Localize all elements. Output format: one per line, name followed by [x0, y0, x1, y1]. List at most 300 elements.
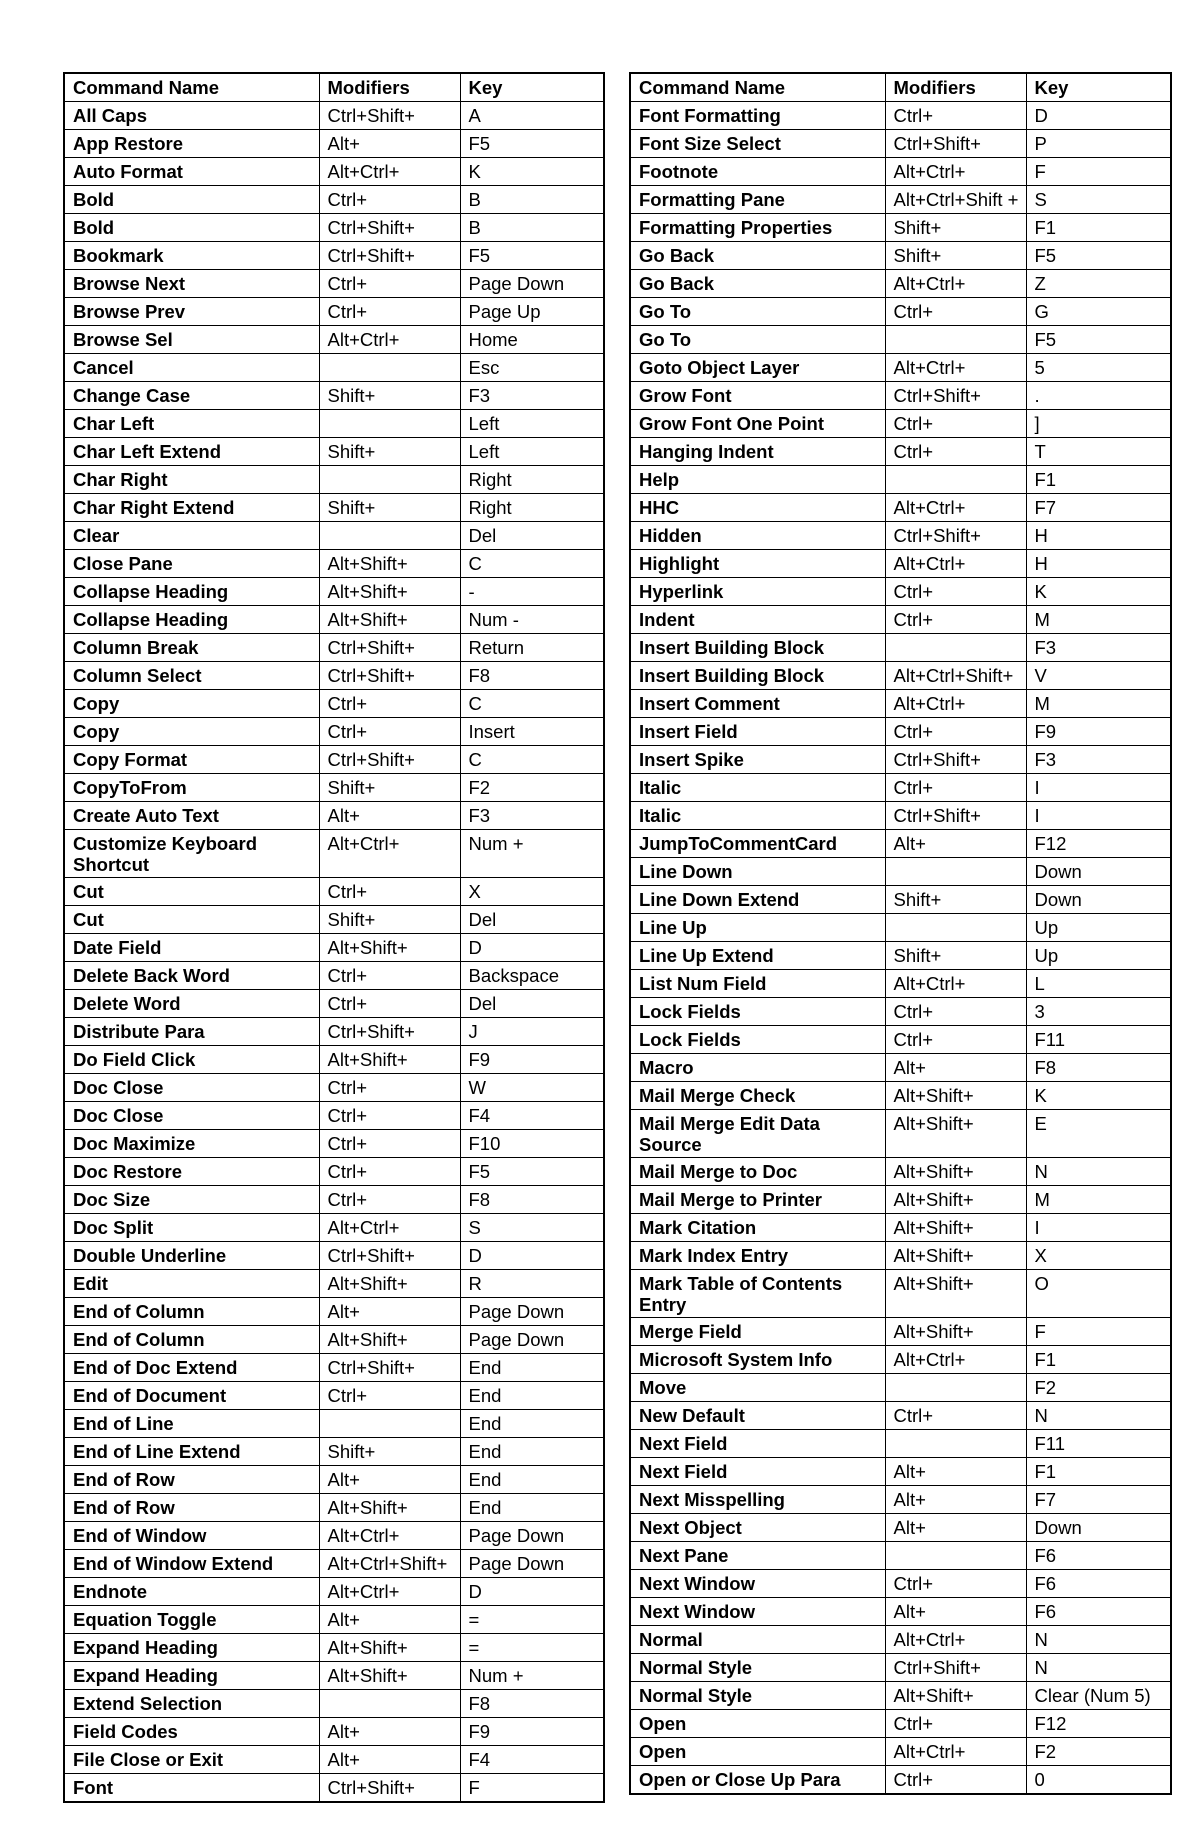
modifiers-cell: Ctrl+	[885, 1402, 1026, 1430]
modifiers-cell: Alt+Shift+	[319, 1634, 460, 1662]
key-cell: I	[1026, 1214, 1171, 1242]
key-cell: J	[460, 1018, 604, 1046]
modifiers-cell	[885, 634, 1026, 662]
command-name-cell: Column Break	[64, 634, 319, 662]
modifiers-cell	[885, 466, 1026, 494]
modifiers-cell: Ctrl+	[885, 102, 1026, 130]
key-cell: F4	[460, 1102, 604, 1130]
key-cell: M	[1026, 1186, 1171, 1214]
table-row	[64, 214, 604, 242]
command-name-cell: Microsoft System Info	[630, 1346, 885, 1374]
key-cell: E	[1026, 1110, 1171, 1158]
modifiers-cell: Alt+Ctrl+	[319, 326, 460, 354]
command-name-cell: Expand Heading	[64, 1634, 319, 1662]
command-name-cell: Go Back	[630, 242, 885, 270]
table-row	[64, 522, 604, 550]
table-row	[64, 1662, 604, 1690]
table-row	[64, 1270, 604, 1298]
key-cell: Del	[460, 990, 604, 1018]
table-row	[630, 550, 1171, 578]
table-row	[630, 942, 1171, 970]
command-name-cell: App Restore	[64, 130, 319, 158]
modifiers-cell: Ctrl+	[319, 962, 460, 990]
key-cell: F2	[460, 774, 604, 802]
table-row	[630, 1626, 1171, 1654]
command-name-cell: Extend Selection	[64, 1690, 319, 1718]
command-name-cell: CopyToFrom	[64, 774, 319, 802]
table-row	[64, 606, 604, 634]
command-name-cell: Line Down	[630, 858, 885, 886]
command-name-cell: Grow Font	[630, 382, 885, 410]
modifiers-cell: Ctrl+	[885, 410, 1026, 438]
modifiers-cell: Shift+	[319, 1438, 460, 1466]
command-name-cell: End of Line Extend	[64, 1438, 319, 1466]
modifiers-cell: Ctrl+Shift+	[885, 1654, 1026, 1682]
modifiers-cell	[885, 858, 1026, 886]
command-name-cell: Mail Merge to Doc	[630, 1158, 885, 1186]
key-cell: F8	[460, 1690, 604, 1718]
command-name-cell: Doc Split	[64, 1214, 319, 1242]
table-row	[64, 1102, 604, 1130]
table-row	[630, 1430, 1171, 1458]
modifiers-cell: Alt+	[319, 802, 460, 830]
key-cell: Num -	[460, 606, 604, 634]
command-name-cell: Formatting Pane	[630, 186, 885, 214]
command-name-cell: Footnote	[630, 158, 885, 186]
command-name-cell: Mail Merge Edit Data Source	[630, 1110, 885, 1158]
command-name-cell: Font	[64, 1774, 319, 1803]
command-name-cell: Hidden	[630, 522, 885, 550]
modifiers-cell: Ctrl+	[885, 1026, 1026, 1054]
key-cell: I	[1026, 802, 1171, 830]
modifiers-cell: Ctrl+	[885, 1570, 1026, 1598]
command-name-cell: Browse Next	[64, 270, 319, 298]
modifiers-cell: Ctrl+Shift+	[885, 802, 1026, 830]
key-cell: Z	[1026, 270, 1171, 298]
shortcut-table-left	[63, 72, 605, 1803]
key-cell: =	[460, 1606, 604, 1634]
command-name-cell: Char Right	[64, 466, 319, 494]
modifiers-cell: Alt+Ctrl+	[319, 1578, 460, 1606]
command-name-cell: Insert Building Block	[630, 634, 885, 662]
modifiers-cell: Ctrl+	[319, 1102, 460, 1130]
command-name-cell: Next Misspelling	[630, 1486, 885, 1514]
header-command-name: Command Name	[64, 73, 319, 102]
modifiers-cell: Ctrl+	[319, 878, 460, 906]
modifiers-cell: Ctrl+	[319, 1382, 460, 1410]
key-cell: G	[1026, 298, 1171, 326]
key-cell: F5	[460, 242, 604, 270]
command-name-cell: Edit	[64, 1270, 319, 1298]
modifiers-cell: Alt+Shift+	[319, 1270, 460, 1298]
table-row	[630, 158, 1171, 186]
command-name-cell: Browse Prev	[64, 298, 319, 326]
key-cell: End	[460, 1410, 604, 1438]
modifiers-cell: Alt+	[319, 1718, 460, 1746]
table-row	[630, 1270, 1171, 1318]
table-row	[64, 1074, 604, 1102]
modifiers-cell: Alt+Shift+	[885, 1242, 1026, 1270]
command-name-cell: Cut	[64, 878, 319, 906]
key-cell: 5	[1026, 354, 1171, 382]
key-cell: F6	[1026, 1570, 1171, 1598]
modifiers-cell: Ctrl+	[319, 990, 460, 1018]
modifiers-cell	[885, 1374, 1026, 1402]
modifiers-cell: Shift+	[319, 774, 460, 802]
table-row	[64, 774, 604, 802]
key-cell: Return	[460, 634, 604, 662]
key-cell: F2	[1026, 1374, 1171, 1402]
command-name-cell: End of Doc Extend	[64, 1354, 319, 1382]
key-cell: F11	[1026, 1026, 1171, 1054]
table-row	[630, 1346, 1171, 1374]
modifiers-cell: Alt+Ctrl+	[319, 158, 460, 186]
key-cell: F10	[460, 1130, 604, 1158]
key-cell: Esc	[460, 354, 604, 382]
key-cell: End	[460, 1382, 604, 1410]
modifiers-cell: Ctrl+	[319, 270, 460, 298]
key-cell: =	[460, 1634, 604, 1662]
modifiers-cell: Alt+Ctrl+	[885, 1346, 1026, 1374]
key-cell: Insert	[460, 718, 604, 746]
key-cell: S	[1026, 186, 1171, 214]
modifiers-cell: Alt+Shift+	[885, 1082, 1026, 1110]
key-cell: M	[1026, 606, 1171, 634]
modifiers-cell: Shift+	[885, 942, 1026, 970]
table-row	[630, 1682, 1171, 1710]
key-cell: Page Down	[460, 1326, 604, 1354]
table-row	[630, 718, 1171, 746]
key-cell: W	[460, 1074, 604, 1102]
modifiers-cell: Alt+Ctrl+	[885, 690, 1026, 718]
table-row	[64, 1438, 604, 1466]
table-row	[630, 1374, 1171, 1402]
table-row	[630, 802, 1171, 830]
table-row	[64, 1410, 604, 1438]
key-cell: F1	[1026, 1346, 1171, 1374]
modifiers-cell: Ctrl+	[885, 298, 1026, 326]
table-row	[64, 354, 604, 382]
command-name-cell: Go Back	[630, 270, 885, 298]
modifiers-cell: Alt+Shift+	[319, 1662, 460, 1690]
modifiers-cell: Ctrl+Shift+	[319, 746, 460, 774]
table-row	[630, 1242, 1171, 1270]
command-name-cell: File Close or Exit	[64, 1746, 319, 1774]
command-name-cell: Doc Restore	[64, 1158, 319, 1186]
table-row	[630, 1402, 1171, 1430]
key-cell: Home	[460, 326, 604, 354]
command-name-cell: Open	[630, 1738, 885, 1766]
key-cell: End	[460, 1466, 604, 1494]
table-row	[630, 466, 1171, 494]
table-row	[64, 1242, 604, 1270]
modifiers-cell: Alt+Ctrl+	[319, 1522, 460, 1550]
command-name-cell: Next Object	[630, 1514, 885, 1542]
modifiers-cell: Ctrl+Shift+	[319, 1242, 460, 1270]
table-row	[64, 990, 604, 1018]
command-name-cell: Goto Object Layer	[630, 354, 885, 382]
table-row	[64, 962, 604, 990]
key-cell: D	[1026, 102, 1171, 130]
table-row	[64, 1494, 604, 1522]
modifiers-cell: Alt+Shift+	[319, 934, 460, 962]
table-row	[630, 1214, 1171, 1242]
table-row	[64, 1466, 604, 1494]
key-cell: H	[1026, 550, 1171, 578]
command-name-cell: Create Auto Text	[64, 802, 319, 830]
key-cell: F1	[1026, 1458, 1171, 1486]
key-cell: Down	[1026, 858, 1171, 886]
key-cell: Left	[460, 438, 604, 466]
modifiers-cell: Alt+Shift+	[319, 1326, 460, 1354]
modifiers-cell: Ctrl+	[319, 690, 460, 718]
modifiers-cell: Alt+Shift+	[319, 1494, 460, 1522]
command-name-cell: Auto Format	[64, 158, 319, 186]
key-cell: .	[1026, 382, 1171, 410]
header-key: Key	[1026, 73, 1171, 102]
header-command-name: Command Name	[630, 73, 885, 102]
key-cell: Del	[460, 906, 604, 934]
table-row	[630, 1026, 1171, 1054]
command-name-cell: Next Field	[630, 1458, 885, 1486]
table-row	[630, 998, 1171, 1026]
command-name-cell: End of Line	[64, 1410, 319, 1438]
modifiers-cell	[319, 1690, 460, 1718]
table-row	[64, 1158, 604, 1186]
key-cell: F7	[1026, 494, 1171, 522]
table-row	[64, 186, 604, 214]
key-cell: C	[460, 746, 604, 774]
table-row	[630, 298, 1171, 326]
table-row	[64, 1298, 604, 1326]
modifiers-cell: Alt+Ctrl+Shift+	[319, 1550, 460, 1578]
key-cell: D	[460, 1242, 604, 1270]
table-row	[630, 270, 1171, 298]
command-name-cell: Close Pane	[64, 550, 319, 578]
command-name-cell: Italic	[630, 774, 885, 802]
key-cell: F6	[1026, 1598, 1171, 1626]
modifiers-cell: Ctrl+Shift+	[885, 130, 1026, 158]
table-row	[64, 1774, 604, 1803]
command-name-cell: Formatting Properties	[630, 214, 885, 242]
command-name-cell: Doc Close	[64, 1102, 319, 1130]
table-row	[630, 1158, 1171, 1186]
table-row	[630, 1082, 1171, 1110]
command-name-cell: Lock Fields	[630, 998, 885, 1026]
key-cell: Down	[1026, 886, 1171, 914]
table-row	[630, 914, 1171, 942]
table-row	[64, 1746, 604, 1774]
modifiers-cell: Alt+Shift+	[885, 1318, 1026, 1346]
table-row	[64, 326, 604, 354]
command-name-cell: Next Window	[630, 1598, 885, 1626]
command-name-cell: Endnote	[64, 1578, 319, 1606]
command-name-cell: Char Right Extend	[64, 494, 319, 522]
modifiers-cell: Alt+Ctrl+	[885, 1626, 1026, 1654]
modifiers-cell: Shift+	[319, 382, 460, 410]
table-row	[630, 410, 1171, 438]
key-cell: D	[460, 934, 604, 962]
modifiers-cell: Ctrl+	[885, 606, 1026, 634]
table-row	[630, 578, 1171, 606]
header-key: Key	[460, 73, 604, 102]
key-cell: 0	[1026, 1766, 1171, 1795]
modifiers-cell: Alt+Shift+	[885, 1186, 1026, 1214]
command-name-cell: Go To	[630, 298, 885, 326]
command-name-cell: Normal Style	[630, 1654, 885, 1682]
table-row	[630, 1514, 1171, 1542]
modifiers-cell: Shift+	[319, 494, 460, 522]
key-cell: F1	[1026, 214, 1171, 242]
modifiers-cell: Alt+Shift+	[319, 578, 460, 606]
modifiers-cell: Ctrl+Shift+	[319, 1018, 460, 1046]
command-name-cell: List Num Field	[630, 970, 885, 998]
modifiers-cell: Ctrl+	[319, 1074, 460, 1102]
key-cell: -	[460, 578, 604, 606]
command-name-cell: Insert Field	[630, 718, 885, 746]
table-row	[630, 1486, 1171, 1514]
modifiers-cell: Alt+	[319, 130, 460, 158]
command-name-cell: Mark Citation	[630, 1214, 885, 1242]
modifiers-cell: Alt+Shift+	[885, 1682, 1026, 1710]
key-cell: End	[460, 1354, 604, 1382]
table-row	[630, 522, 1171, 550]
modifiers-cell: Alt+Shift+	[885, 1270, 1026, 1318]
key-cell: N	[1026, 1158, 1171, 1186]
modifiers-cell: Alt+Ctrl+	[319, 1214, 460, 1242]
key-cell: N	[1026, 1402, 1171, 1430]
table-row	[630, 494, 1171, 522]
command-name-cell: Copy Format	[64, 746, 319, 774]
key-cell: F1	[1026, 466, 1171, 494]
modifiers-cell: Ctrl+	[319, 1130, 460, 1158]
command-name-cell: Expand Heading	[64, 1662, 319, 1690]
command-name-cell: Char Left Extend	[64, 438, 319, 466]
modifiers-cell	[319, 522, 460, 550]
key-cell: A	[460, 102, 604, 130]
command-name-cell: Change Case	[64, 382, 319, 410]
command-name-cell: Line Up	[630, 914, 885, 942]
command-name-cell: Help	[630, 466, 885, 494]
table-row	[64, 382, 604, 410]
command-name-cell: Doc Size	[64, 1186, 319, 1214]
table-row	[64, 1046, 604, 1074]
modifiers-cell: Ctrl+	[885, 1766, 1026, 1795]
command-name-cell: Collapse Heading	[64, 578, 319, 606]
key-cell: L	[1026, 970, 1171, 998]
command-name-cell: Doc Maximize	[64, 1130, 319, 1158]
command-name-cell: Insert Comment	[630, 690, 885, 718]
command-name-cell: Bookmark	[64, 242, 319, 270]
key-cell: I	[1026, 774, 1171, 802]
table-row	[64, 1522, 604, 1550]
table-row	[630, 606, 1171, 634]
table-row	[64, 438, 604, 466]
command-name-cell: Distribute Para	[64, 1018, 319, 1046]
table-row	[630, 1110, 1171, 1158]
key-cell: F2	[1026, 1738, 1171, 1766]
table-row	[630, 1766, 1171, 1795]
key-cell: F8	[1026, 1054, 1171, 1082]
table-row	[630, 774, 1171, 802]
table-row	[630, 1458, 1171, 1486]
key-cell: F3	[460, 802, 604, 830]
command-name-cell: Line Up Extend	[630, 942, 885, 970]
command-name-cell: Copy	[64, 690, 319, 718]
table-row	[630, 1598, 1171, 1626]
key-cell: F5	[460, 1158, 604, 1186]
modifiers-cell: Ctrl+Shift+	[885, 746, 1026, 774]
command-name-cell: Copy	[64, 718, 319, 746]
key-cell: F3	[460, 382, 604, 410]
table-row	[630, 354, 1171, 382]
command-name-cell: Double Underline	[64, 1242, 319, 1270]
command-name-cell: Clear	[64, 522, 319, 550]
modifiers-cell: Alt+	[319, 1466, 460, 1494]
table-row	[64, 298, 604, 326]
key-cell: F3	[1026, 634, 1171, 662]
modifiers-cell	[885, 914, 1026, 942]
key-cell: Num +	[460, 830, 604, 878]
table-row	[630, 438, 1171, 466]
command-name-cell: HHC	[630, 494, 885, 522]
table-row	[630, 1542, 1171, 1570]
table-row	[64, 1382, 604, 1410]
command-name-cell: Font Size Select	[630, 130, 885, 158]
modifiers-cell: Alt+Ctrl+Shift +	[885, 186, 1026, 214]
command-name-cell: Macro	[630, 1054, 885, 1082]
key-cell: N	[1026, 1654, 1171, 1682]
modifiers-cell: Shift+	[319, 438, 460, 466]
command-name-cell: Italic	[630, 802, 885, 830]
table-row	[630, 242, 1171, 270]
modifiers-cell: Alt+	[319, 1746, 460, 1774]
command-name-cell: Next Window	[630, 1570, 885, 1598]
command-name-cell: Equation Toggle	[64, 1606, 319, 1634]
modifiers-cell	[319, 1410, 460, 1438]
command-name-cell: Indent	[630, 606, 885, 634]
modifiers-cell: Alt+	[885, 1458, 1026, 1486]
key-cell: F3	[1026, 746, 1171, 774]
header-modifiers: Modifiers	[319, 73, 460, 102]
command-name-cell: Mark Table of Contents Entry	[630, 1270, 885, 1318]
modifiers-cell	[885, 1542, 1026, 1570]
modifiers-cell: Alt+Shift+	[319, 1046, 460, 1074]
command-name-cell: Open or Close Up Para	[630, 1766, 885, 1795]
command-name-cell: Bold	[64, 186, 319, 214]
key-cell: F5	[1026, 326, 1171, 354]
modifiers-cell: Alt+Ctrl+	[885, 354, 1026, 382]
key-cell: T	[1026, 438, 1171, 466]
modifiers-cell: Shift+	[885, 886, 1026, 914]
table-row	[64, 494, 604, 522]
command-name-cell: End of Document	[64, 1382, 319, 1410]
key-cell: Right	[460, 466, 604, 494]
modifiers-cell: Ctrl+	[885, 1710, 1026, 1738]
modifiers-cell	[319, 410, 460, 438]
key-cell: Up	[1026, 942, 1171, 970]
modifiers-cell: Alt+Shift+	[319, 606, 460, 634]
modifiers-cell: Alt+	[885, 1054, 1026, 1082]
table-row	[64, 1326, 604, 1354]
key-cell: F5	[460, 130, 604, 158]
table-row	[64, 1718, 604, 1746]
key-cell: B	[460, 214, 604, 242]
key-cell: C	[460, 550, 604, 578]
command-name-cell: End of Window	[64, 1522, 319, 1550]
modifiers-cell: Ctrl+	[885, 578, 1026, 606]
command-name-cell: Browse Sel	[64, 326, 319, 354]
